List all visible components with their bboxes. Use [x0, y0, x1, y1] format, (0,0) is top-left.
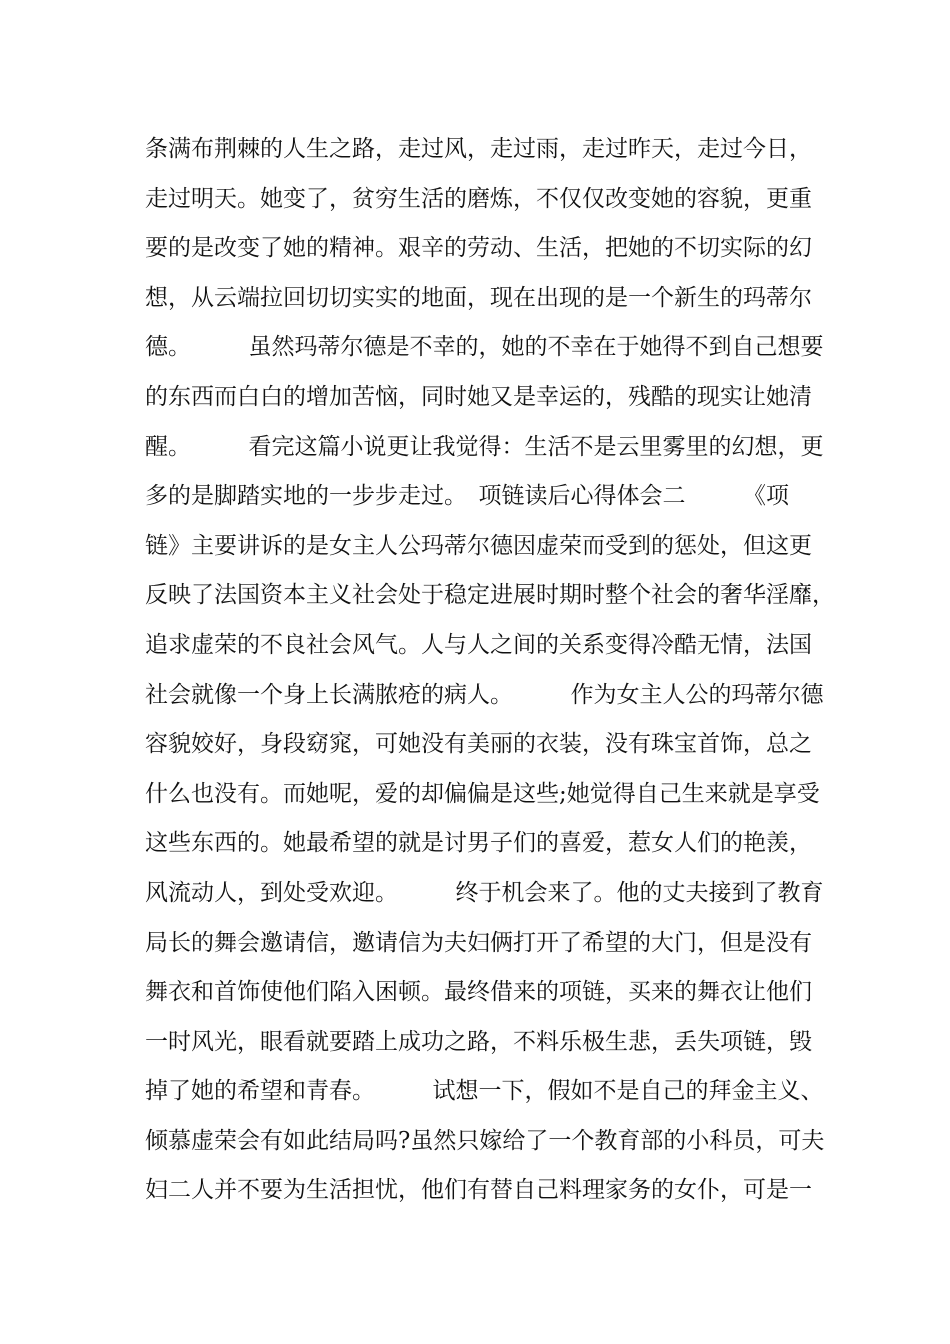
- text-line: 走过明天。她变了，贫穷生活的磨炼，不仅仅改变她的容貌，更重: [145, 185, 812, 212]
- text-line: 倾慕虚荣会有如此结局吗?虽然只嫁给了一个教育部的小科员，可夫: [145, 1127, 825, 1154]
- text-line: 什么也没有。而她呢，爱的却偏偏是这些;她觉得自己生来就是享受: [145, 780, 820, 807]
- text-line: 想，从云端拉回切切实实的地面，现在出现的是一个新生的玛蒂尔: [145, 284, 812, 311]
- text-line: 追求虚荣的不良社会风气。人与人之间的关系变得冷酷无情，法国: [145, 631, 812, 658]
- text-line: 这些东西的。她最希望的就是讨男子们的喜爱，惹女人们的艳羡，: [145, 830, 812, 857]
- text-line: 社会就像一个身上长满脓疮的病人。 作为女主人公的玛蒂尔德: [145, 681, 824, 708]
- text-line: 链》主要讲诉的是女主人公玛蒂尔德因虚荣而受到的惩处，但这更: [145, 532, 812, 559]
- text-line: 掉了她的希望和青春。 试想一下，假如不是自己的拜金主义、: [145, 1078, 824, 1105]
- text-line: 醒。 看完这篇小说更让我觉得：生活不是云里雾里的幻想，更: [145, 433, 824, 460]
- text-line: 风流动人，到处受欢迎。 终于机会来了。他的丈夫接到了教育: [145, 879, 824, 906]
- text-line: 舞衣和首饰使他们陷入困顿。最终借来的项链，买来的舞衣让他们: [145, 979, 812, 1006]
- text-line: 反映了法国资本主义社会处于稳定进展时期时整个社会的奢华淫靡，: [145, 582, 835, 609]
- body-text: [145, 125, 835, 1216]
- text-line: 多的是脚踏实地的一步步走过。 项链读后心得体会二 《项: [145, 483, 789, 510]
- text-line: 德。 虽然玛蒂尔德是不幸的，她的不幸在于她得不到自己想要: [145, 334, 824, 361]
- text-line: 局长的舞会邀请信，邀请信为夫妇俩打开了希望的大门，但是没有: [145, 929, 812, 956]
- text-line: 一时风光，眼看就要踏上成功之路，不料乐极生悲，丢失项链，毁: [145, 1028, 812, 1055]
- text-line: 要的是改变了她的精神。艰辛的劳动、生活，把她的不切实际的幻: [145, 235, 812, 262]
- text-line: 妇二人并不要为生活担忧，他们有替自己料理家务的女仆，可是一: [145, 1177, 812, 1204]
- text-line: 容貌姣好，身段窈窕，可她没有美丽的衣装，没有珠宝首饰，总之: [145, 731, 812, 758]
- text-line: 条满布荆棘的人生之路，走过风，走过雨，走过昨天，走过今日，: [145, 136, 812, 162]
- text-line: 的东西而白白的增加苦恼，同时她又是幸运的，残酷的现实让她清: [145, 383, 812, 410]
